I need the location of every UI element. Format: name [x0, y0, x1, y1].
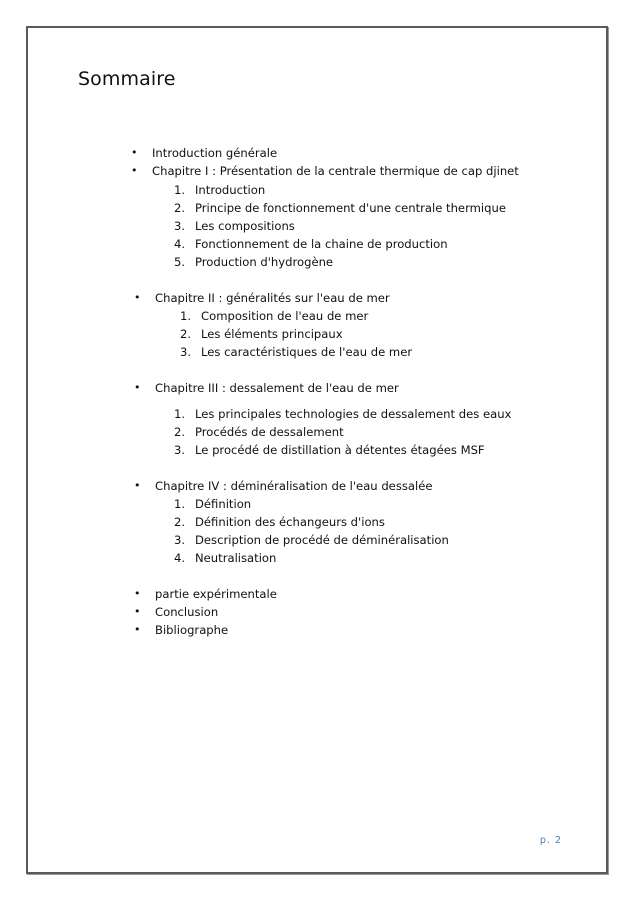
- toc-section-label[interactable]: Chapitre III : dessalement de l'eau de mer: [155, 381, 399, 395]
- toc-item-label[interactable]: Les principales technologies de dessalement des eaux: [195, 407, 512, 421]
- toc-item-label[interactable]: Introduction: [195, 183, 266, 197]
- toc-item-number: 2.: [179, 327, 191, 341]
- toc-item-label[interactable]: Définition des échangeurs d'ions: [195, 515, 385, 529]
- toc-item-label[interactable]: Neutralisation: [195, 551, 277, 565]
- bullet-icon: •: [131, 164, 138, 177]
- toc-item-number: 1.: [173, 183, 185, 197]
- toc-section-label[interactable]: Chapitre II : généralités sur l'eau de mer: [155, 291, 390, 305]
- toc-item-label[interactable]: Les caractéristiques de l'eau de mer: [201, 345, 413, 359]
- toc-item-number: 2.: [173, 201, 185, 215]
- toc-item-label[interactable]: Définition: [195, 497, 252, 511]
- toc-item-number: 2.: [173, 425, 185, 439]
- toc-item-number: 1.: [179, 309, 191, 323]
- toc-item-number: 4.: [173, 237, 185, 251]
- toc-item-number: 5.: [173, 255, 185, 269]
- toc-item-number: 3.: [173, 533, 185, 547]
- bullet-icon: •: [134, 623, 141, 636]
- toc-section-label[interactable]: Conclusion: [155, 605, 219, 619]
- toc-item-number: 2.: [173, 515, 185, 529]
- toc-item-label[interactable]: Principe de fonctionnement d'une centrale thermique: [195, 201, 506, 215]
- toc-item-label[interactable]: Fonctionnement de la chaine de production: [195, 237, 448, 251]
- toc-item-number: 3.: [173, 443, 185, 457]
- toc-item-number: 3.: [179, 345, 191, 359]
- toc-item-number: 4.: [173, 551, 185, 565]
- toc-item-label[interactable]: Composition de l'eau de mer: [201, 309, 369, 323]
- page-number: p. 2: [539, 835, 562, 846]
- toc-item-label[interactable]: Production d'hydrogène: [195, 255, 334, 269]
- toc-section-label[interactable]: Introduction générale: [152, 146, 278, 160]
- bullet-icon: •: [131, 146, 138, 159]
- toc-item-label[interactable]: Les compositions: [195, 219, 295, 233]
- bullet-icon: •: [134, 479, 141, 492]
- toc-section-label[interactable]: Chapitre IV : déminéralisation de l'eau dessalée: [155, 479, 433, 493]
- toc-item-label[interactable]: Procédés de dessalement: [195, 425, 344, 439]
- bullet-icon: •: [134, 605, 141, 618]
- toc-item-number: 1.: [173, 407, 185, 421]
- toc-section-label[interactable]: Bibliographe: [155, 623, 229, 637]
- toc-item-label[interactable]: Le procédé de distillation à détentes étagées MSF: [195, 443, 485, 457]
- bullet-icon: •: [134, 381, 141, 394]
- toc-section-label[interactable]: Chapitre I : Présentation de la centrale thermique de cap djinet: [152, 164, 519, 178]
- bullet-icon: •: [134, 291, 141, 304]
- bullet-icon: •: [134, 587, 141, 600]
- page-title: Sommaire: [78, 68, 176, 90]
- toc-item-label[interactable]: Les éléments principaux: [201, 327, 343, 341]
- toc-item-label[interactable]: Description de procédé de déminéralisation: [195, 533, 449, 547]
- toc-section-label[interactable]: partie expérimentale: [155, 587, 277, 601]
- toc-item-number: 3.: [173, 219, 185, 233]
- toc-item-number: 1.: [173, 497, 185, 511]
